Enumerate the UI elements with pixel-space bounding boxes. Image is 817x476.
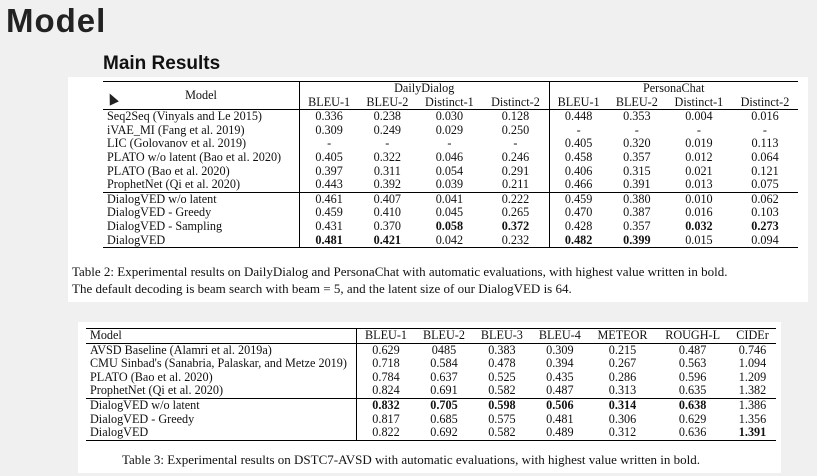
- table3-metric-header: ROUGH-L: [665, 328, 721, 342]
- table3-caption: Table 3: Experimental results on DSTC7-AVSD with automatic evaluations, with highest value written in bold.: [122, 452, 700, 467]
- table3-value-cell: 0.481: [546, 411, 574, 426]
- table2-value-cell: 0.459: [315, 205, 343, 220]
- table-row: [86, 343, 776, 357]
- table3-value-cell: 0.309: [546, 342, 574, 357]
- table2-value-cell: 0.021: [685, 163, 713, 178]
- table2-value-cell: 0.041: [435, 191, 464, 206]
- table3-panel: [78, 322, 781, 473]
- table2-value-cell: 0.232: [482, 234, 549, 248]
- table2-value-cell: 0.407: [373, 191, 402, 206]
- table2-value-cell: 0.103: [751, 205, 779, 220]
- table3-value-cell: 0.487: [546, 383, 574, 398]
- table2-value-cell: 0.062: [751, 191, 779, 206]
- table-row: [103, 178, 798, 192]
- table3-value-cell: 0.635: [678, 383, 707, 398]
- table2-value-cell: 0.459: [564, 191, 593, 206]
- table-row: [103, 124, 798, 138]
- table2-metric-header: BLEU-2: [366, 94, 409, 109]
- table3-metric-header: BLEU-3: [480, 328, 523, 342]
- table3-value-cell: 0.832: [372, 397, 400, 412]
- table3-value-cell: 0.506: [546, 397, 574, 412]
- table2-value-cell: 0.405: [564, 136, 593, 151]
- table2-value-cell: 0.211: [482, 178, 549, 192]
- table2-caption-line2: The default decoding is beam search with beam = 5, and the latent size of our DialogVED is 64.: [72, 281, 572, 296]
- table2-group-personachat: PersonaChat: [642, 81, 705, 95]
- table2-value-cell: 0.466: [564, 177, 593, 192]
- table-row: [103, 220, 798, 234]
- table2-value-cell: 0.029: [435, 122, 464, 137]
- table2-model-cell: DialogVED w/o latent: [103, 192, 300, 206]
- table3-model-cell: AVSD Baseline (Alamri et al. 2019a): [86, 343, 357, 357]
- table2-value-cell: -: [576, 122, 581, 137]
- table3-value-cell: 0485: [431, 342, 457, 357]
- table3-value-cell: 0.478: [488, 356, 516, 371]
- table3-value-cell: 0.582: [488, 425, 516, 440]
- table3-value-cell: 0.596: [678, 369, 707, 384]
- table2-value-cell: 0.392: [373, 177, 402, 192]
- table2-value-cell: 0.128: [482, 110, 549, 124]
- table2-value-cell: 0.046: [435, 149, 464, 164]
- table3-value-cell: 0.306: [608, 411, 637, 426]
- table2-value-cell: 0.058: [435, 218, 464, 233]
- table2-value-cell: 0.428: [564, 218, 593, 233]
- table2-value-cell: -: [385, 136, 390, 151]
- table3-value-cell: 0.267: [608, 356, 637, 371]
- table3-metric-header: BLEU-2: [422, 328, 465, 342]
- table-row: [86, 357, 776, 371]
- table-row: [86, 384, 776, 398]
- table2-model-cell: LIC (Golovanov et al. 2019): [103, 137, 300, 151]
- table2-value-cell: 0.121: [751, 163, 779, 178]
- table3-value-cell: 0.489: [546, 425, 574, 440]
- table2-value-cell: 0.054: [435, 163, 464, 178]
- table2-value-cell: 0.094: [751, 232, 779, 247]
- table2-value-cell: 0.322: [373, 149, 402, 164]
- table3-value-cell: 0.691: [430, 383, 458, 398]
- table2-model-cell: iVAE_MI (Fang et al. 2019): [103, 124, 300, 138]
- table2-model-cell: ProphetNet (Qi et al. 2020): [103, 178, 300, 192]
- table2-model-cell: PLATO (Bao et al. 2020): [103, 165, 300, 179]
- table3-metric-header: METEOR: [597, 328, 648, 342]
- table2-value-cell: 0.399: [623, 232, 651, 247]
- table2-value-cell: 0.370: [373, 218, 402, 233]
- table-row: [86, 398, 776, 412]
- table2-value-cell: 0.372: [482, 220, 549, 234]
- section-title: Main Results: [103, 53, 221, 74]
- table2-value-cell: 0.481: [315, 232, 343, 247]
- table2-value-cell: 0.387: [623, 205, 651, 220]
- table2-value-cell: 0.353: [623, 109, 651, 124]
- table2-value-cell: 0.357: [623, 218, 651, 233]
- table2-value-cell: -: [762, 122, 767, 137]
- table3-value-cell: 1.391: [738, 425, 767, 440]
- table2-metric-header: Distinct-1: [425, 94, 474, 109]
- table2-model-cell: DialogVED - Sampling: [103, 220, 300, 234]
- table2-metric-header: BLEU-1: [557, 94, 600, 109]
- table3-value-cell: 0.718: [372, 356, 400, 371]
- table3-value-cell: 0.313: [608, 383, 637, 398]
- table3-value-cell: 1.386: [738, 397, 767, 412]
- table2-model-cell: PLATO w/o latent (Bao et al. 2020): [103, 151, 300, 165]
- table-row: [86, 371, 776, 385]
- table2-value-cell: 0.405: [315, 149, 343, 164]
- table3-value-cell: 0.383: [488, 342, 516, 357]
- table3-value-cell: 0.817: [372, 411, 400, 426]
- table3-value-cell: 0.584: [430, 356, 458, 371]
- table2-value-cell: 0.273: [751, 218, 779, 233]
- table3: [86, 328, 776, 441]
- table2-model-cell: DialogVED: [103, 234, 300, 248]
- table2-value-cell: 0.113: [751, 136, 779, 151]
- table3-value-cell: 1.094: [738, 356, 767, 371]
- table2-value-cell: 0.391: [623, 177, 651, 192]
- table3-model-cell: DialogVED - Greedy: [86, 413, 357, 427]
- table3-metric-header: CIDEr: [736, 328, 769, 342]
- table2-value-cell: 0.320: [623, 136, 651, 151]
- table-row: [103, 165, 798, 179]
- table3-value-cell: 0.637: [430, 369, 458, 384]
- table2-value-cell: 0.482: [564, 232, 593, 247]
- table2-value-cell: -: [327, 136, 332, 151]
- table3-value-cell: 0.394: [546, 356, 574, 371]
- table2-panel: [68, 53, 808, 302]
- table3-value-cell: 0.685: [430, 411, 458, 426]
- table2-value-cell: 0.016: [685, 205, 713, 220]
- table3-metric-header: BLEU-1: [365, 328, 407, 342]
- table2-metric-header: Distinct-1: [674, 94, 724, 109]
- table2-value-cell: 0.222: [482, 192, 549, 206]
- table2-value-cell: 0.019: [685, 136, 713, 151]
- table2-value-cell: 0.397: [315, 163, 343, 178]
- table3-model-header: Model: [86, 329, 357, 344]
- table2-value-cell: 0.250: [482, 124, 549, 138]
- table3-model-cell: DialogVED w/o latent: [86, 398, 357, 412]
- table2-value-cell: 0.238: [373, 109, 402, 124]
- table2-value-cell: 0.458: [564, 149, 593, 164]
- table2: [103, 81, 798, 248]
- table2-value-cell: 0.380: [623, 191, 651, 206]
- table3-value-cell: 0.487: [678, 342, 707, 357]
- table3-value-cell: 0.435: [546, 369, 574, 384]
- table2-value-cell: 0.064: [751, 149, 779, 164]
- table-row: [103, 137, 798, 151]
- table2-value-cell: 0.470: [564, 205, 593, 220]
- table3-value-cell: 0.563: [678, 356, 707, 371]
- table3-value-cell: 1.382: [738, 383, 767, 398]
- table2-value-cell: 0.291: [482, 165, 549, 179]
- table3-value-cell: 0.314: [608, 397, 637, 412]
- table2-metric-header: BLEU-1: [308, 94, 351, 109]
- table2-model-cell: DialogVED - Greedy: [103, 206, 300, 220]
- table3-value-cell: 0.215: [608, 342, 637, 357]
- table3-model-cell: DialogVED: [86, 426, 357, 440]
- table2-value-cell: 0.010: [685, 191, 713, 206]
- table2-value-cell: -: [634, 122, 639, 137]
- table3-value-cell: 0.598: [488, 397, 516, 412]
- table2-group-dailydialog: DailyDialog: [300, 82, 550, 96]
- table2-value-cell: 0.042: [435, 232, 464, 247]
- table2-value-cell: 0.461: [315, 191, 343, 206]
- table2-value-cell: -: [482, 137, 549, 151]
- table2-value-cell: 0.030: [435, 109, 464, 124]
- table2-value-cell: 0.015: [685, 232, 713, 247]
- table3-value-cell: 0.582: [488, 383, 516, 398]
- table3-value-cell: 1.209: [738, 369, 767, 384]
- table2-value-cell: 0.315: [623, 163, 651, 178]
- table-row: [86, 426, 776, 440]
- table3-value-cell: 0.629: [678, 411, 707, 426]
- table2-value-cell: 0.443: [315, 177, 343, 192]
- table2-value-cell: 0.336: [315, 109, 343, 124]
- table3-value-cell: 0.636: [678, 425, 707, 440]
- table3-value-cell: 1.356: [738, 411, 767, 426]
- table3-value-cell: 0.822: [372, 425, 400, 440]
- table2-value-cell: 0.039: [435, 177, 464, 192]
- table-row: [103, 192, 798, 206]
- table2-value-cell: 0.032: [685, 218, 713, 233]
- slide-title: Model: [6, 2, 107, 39]
- table2-metric-header: Distinct-2: [740, 94, 790, 109]
- table3-value-cell: 0.784: [372, 369, 400, 384]
- table2-value-cell: 0.246: [482, 151, 549, 165]
- table2-value-cell: 0.249: [373, 122, 402, 137]
- table2-value-cell: 0.406: [564, 163, 593, 178]
- table2-value-cell: 0.448: [564, 109, 593, 124]
- table2-value-cell: 0.311: [373, 163, 401, 178]
- table2-value-cell: 0.075: [751, 177, 779, 192]
- table3-value-cell: 0.824: [372, 383, 400, 398]
- table2-metric-header: Distinct-2: [482, 96, 549, 110]
- table2-value-cell: 0.012: [685, 149, 713, 164]
- table2-value-cell: 0.410: [373, 205, 402, 220]
- table3-value-cell: 0.575: [488, 411, 516, 426]
- table2-value-cell: 0.016: [751, 109, 779, 124]
- table2-value-cell: -: [447, 136, 452, 151]
- table3-model-cell: PLATO (Bao et al. 2020): [86, 371, 357, 385]
- table2-value-cell: 0.004: [685, 109, 713, 124]
- table2-metric-header: BLEU-2: [615, 94, 658, 109]
- table3-value-cell: 0.525: [488, 369, 516, 384]
- table2-caption: [72, 263, 808, 297]
- table-row: [103, 151, 798, 165]
- table3-value-cell: 0.638: [678, 397, 707, 412]
- table3-value-cell: 0.692: [430, 425, 458, 440]
- table2-value-cell: 0.309: [315, 122, 343, 137]
- table2-model-cell: Seq2Seq (Vinyals and Le 2015): [103, 110, 300, 124]
- table2-value-cell: -: [696, 122, 701, 137]
- table3-value-cell: 0.286: [608, 369, 637, 384]
- table3-value-cell: 0.629: [372, 342, 400, 357]
- table3-metric-header: BLEU-4: [538, 328, 581, 342]
- table2-caption-line1: Table 2: Experimental results on DailyDialog and PersonaChat with automatic evaluations, with highest value written in bold.: [72, 264, 728, 279]
- table-row: [103, 206, 798, 220]
- table2-value-cell: 0.357: [623, 149, 651, 164]
- table2-value-cell: 0.013: [685, 177, 713, 192]
- table-row: [86, 413, 776, 427]
- table2-value-cell: 0.431: [315, 218, 343, 233]
- table2-value-cell: 0.421: [373, 232, 402, 247]
- table3-value-cell: 0.312: [608, 425, 637, 440]
- table3-value-cell: 0.746: [738, 342, 767, 357]
- table2-model-header: Model: [103, 82, 300, 110]
- table2-value-cell: 0.045: [435, 205, 464, 220]
- table3-model-cell: CMU Sinbad's (Sanabria, Palaskar, and Metze 2019): [86, 357, 357, 371]
- table2-value-cell: 0.265: [482, 206, 549, 220]
- table-row: [103, 234, 798, 248]
- table3-value-cell: 0.705: [430, 397, 458, 412]
- table3-model-cell: ProphetNet (Qi et al. 2020): [86, 384, 357, 398]
- table-row: [103, 110, 798, 124]
